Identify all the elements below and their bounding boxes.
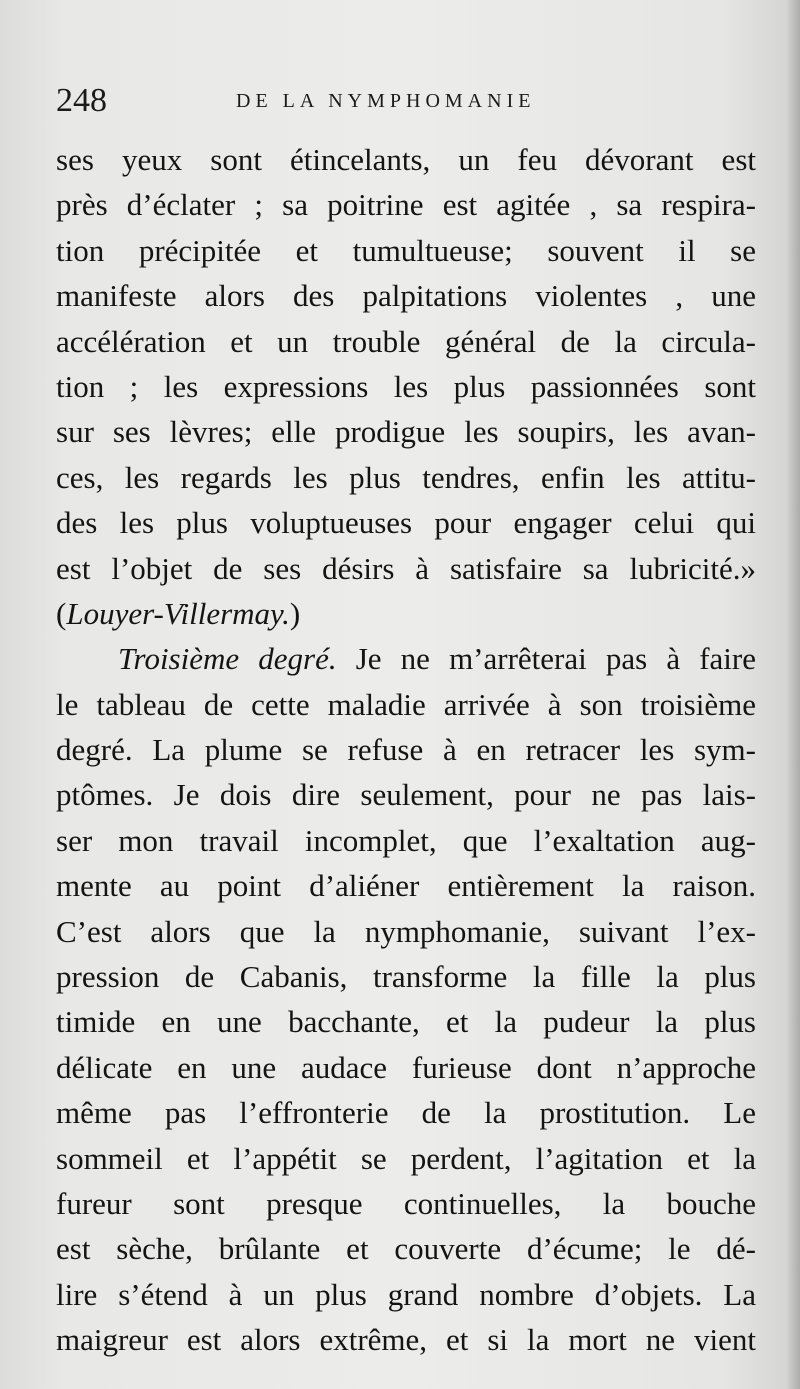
text-line: maigreur est alors extrême, et si la mort ne vient — [56, 1322, 756, 1358]
text-line: des les plus voluptueuses pour engager celui qui — [56, 505, 756, 541]
text-line: tion précipitée et tumultueuse; souvent il se — [56, 232, 756, 268]
text-line: même pas l’effronterie de la prostitution. Le — [56, 1095, 756, 1131]
citation-open-paren: ( — [56, 595, 67, 631]
text-line: mente au point d’aliéner entièrement la raison. — [56, 868, 756, 904]
text-line: ptômes. Je dois dire seulement, pour ne pas lais- — [56, 777, 756, 813]
text-line: lire s’étend à un plus grand nombre d’objets. La — [56, 1276, 756, 1312]
page-number: 248 — [56, 82, 107, 119]
citation-author: Louyer-Villermay. — [66, 595, 290, 631]
section-lead-text: Je ne m’arrêterai pas à faire — [336, 641, 756, 677]
page-gutter-shadow — [786, 0, 800, 1389]
text-line: manifeste alors des palpitations violentes , une — [56, 278, 756, 314]
text-line: est l’objet de ses désirs à satisfaire sa lubricité.» — [56, 550, 756, 586]
text-line: sommeil et l’appétit se perdent, l’agitation et la — [56, 1140, 756, 1176]
text-line: fureur sont presque continuelles, la bouche — [56, 1185, 756, 1221]
running-head: DE LA NYMPHOMANIE — [236, 90, 536, 112]
text-line: degré. La plume se refuse à en retracer les sym- — [56, 732, 756, 768]
text-line: délicate en une audace furieuse dont n’approche — [56, 1049, 756, 1085]
citation-line — [56, 591, 756, 636]
text-line: le tableau de cette maladie arrivée à son troisième — [56, 686, 756, 722]
section-title: Troisième degré. — [118, 641, 337, 677]
text-line: ses yeux sont étincelants, un feu dévorant est — [56, 142, 756, 177]
text-line: ces, les regards les plus tendres, enfin les attitu- — [56, 459, 756, 495]
text-line: ser mon travail incomplet, que l’exaltation aug- — [56, 822, 756, 858]
body-text — [56, 137, 756, 1363]
page-header — [56, 82, 756, 130]
text-line: timide en une bacchante, et la pudeur la plus — [56, 1004, 756, 1040]
text-line: est sèche, brûlante et couverte d’écume; le dé- — [56, 1231, 756, 1267]
text-line: pression de Cabanis, transforme la fille la plus — [56, 959, 756, 995]
text-line: accélération et un trouble général de la circula- — [56, 323, 756, 359]
text-line: tion ; les expressions les plus passionnées sont — [56, 368, 756, 404]
text-line: sur ses lèvres; elle prodigue les soupirs, les avan- — [56, 414, 756, 450]
citation-close-paren: ) — [289, 595, 301, 631]
section-heading-line — [56, 636, 756, 681]
text-line: C’est alors que la nymphomanie, suivant l’ex- — [56, 913, 756, 949]
text-line: près d’éclater ; sa poitrine est agitée , sa respira- — [56, 187, 756, 223]
